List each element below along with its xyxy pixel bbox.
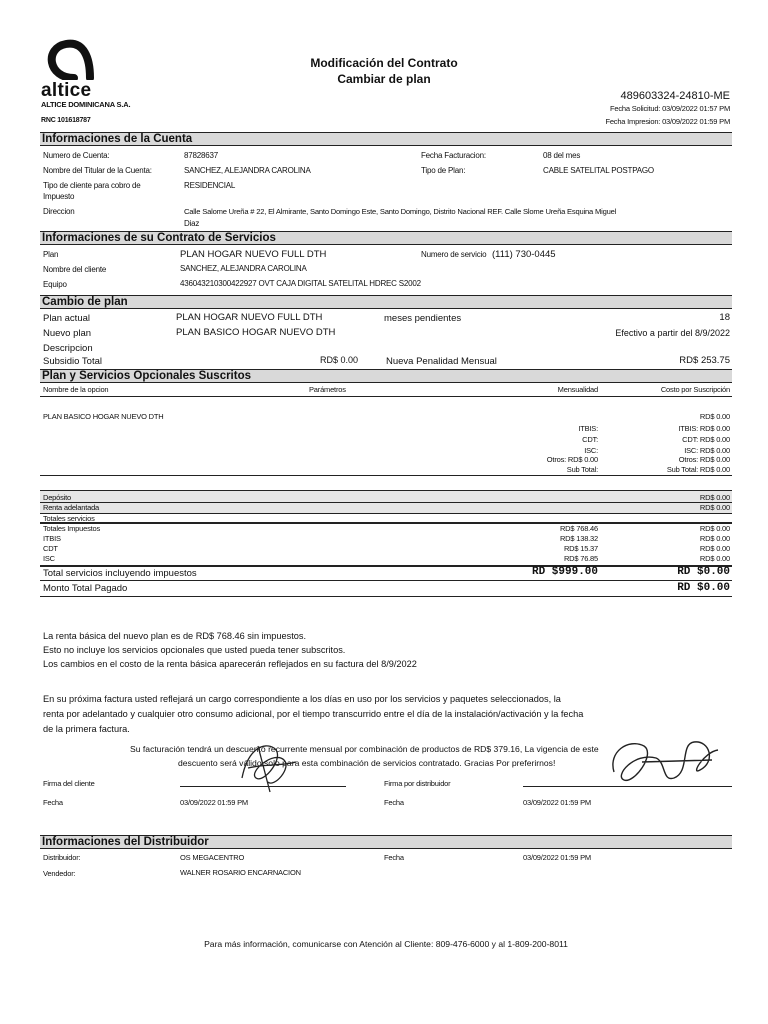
isc-label: ISC: [43, 554, 55, 563]
num-servicio-label: Numero de servicio: [421, 250, 487, 259]
distribuidor-value: OS MEGACENTRO: [180, 853, 245, 862]
totales-impuestos-right: RD$ 0.00: [699, 524, 730, 533]
num-servicio-value: (111) 730-0445: [492, 249, 556, 260]
subsidio-value: RD$ 0.00: [319, 355, 358, 365]
equipo-label: Equipo: [43, 280, 67, 289]
logo-text: altice: [41, 80, 92, 101]
note-cambios-costo: Los cambios en el costo de la renta básica aparecerán reflejados en su factura del 8/9/2022: [43, 659, 417, 669]
efectivo-date: Efectivo a partir del 8/9/2022: [615, 328, 730, 338]
servicios-header-rule: [40, 396, 732, 397]
service-mid-otros: Otros: RD$ 0.00: [546, 455, 598, 464]
service-mid-isc: ISC:: [584, 446, 598, 455]
service-item-costo: RD$ 0.00: [699, 412, 730, 421]
note-proxima-factura-2: renta por adelantado y cualquier otro consumo adicional, por el tiempo transcurrido entre el día de la instalación/activación y la fecha: [43, 709, 584, 719]
plan-actual-label: Plan actual: [43, 313, 91, 324]
service-mid-itbis: ITBIS:: [578, 424, 598, 433]
footer-contact: Para más información, comunicarse con Atención al Cliente: 809-476-6000 y al 1-809-200-8011: [204, 939, 568, 949]
col-parametros: Parámetros: [309, 385, 346, 394]
nuevo-plan-value: PLAN BASICO HOGAR NUEVO DTH: [176, 327, 336, 338]
distribuidor-fecha-value: 03/09/2022 01:59 PM: [523, 853, 591, 862]
firma-distribuidor-label: Firma por distribuidor: [384, 779, 451, 788]
equipo-value: 436043210300422927 OVT CAJA DIGITAL SATELITAL HDREC S2002: [180, 279, 421, 288]
itbis-mid: RD$ 138.32: [559, 534, 598, 543]
nombre-cliente-label: Nombre del cliente: [43, 265, 107, 274]
distribuidor-fecha-label: Fecha: [384, 853, 404, 862]
fecha-facturacion-label: Fecha Facturacion:: [421, 151, 486, 160]
page-subtitle: Cambiar de plan: [337, 72, 431, 86]
tipo-cliente-label-1: Tipo de cliente para cobro de: [43, 181, 141, 190]
altice-logo-icon: [40, 38, 102, 80]
company-name: ALTICE DOMINICANA S.A.: [41, 100, 131, 109]
totales-rule-1: [40, 502, 732, 503]
vendedor-value: WALNER ROSARIO ENCARNACION: [180, 868, 301, 877]
penalidad-value: RD$ 253.75: [679, 355, 730, 366]
firma-cliente-line: [180, 786, 346, 787]
totales-bottom-rule: [40, 596, 732, 597]
service-item-name: PLAN BASICO HOGAR NUEVO DTH: [43, 412, 164, 421]
totales-rule-3: [40, 522, 732, 524]
direccion-label: Direccion: [43, 207, 75, 216]
service-right-cdt: CDT: RD$ 0.00: [682, 435, 730, 444]
fecha-distribuidor-value: 03/09/2022 01:59 PM: [523, 798, 591, 807]
vendedor-label: Vendedor:: [43, 869, 76, 878]
plan-label: Plan: [43, 250, 59, 259]
col-costo: Costo por Suscripción: [660, 385, 730, 394]
fecha-cliente-label: Fecha: [43, 798, 63, 807]
titular-label: Nombre del Titular de la Cuenta:: [43, 166, 152, 175]
fecha-cliente-value: 03/09/2022 01:59 PM: [180, 798, 248, 807]
plan-actual-value: PLAN HOGAR NUEVO FULL DTH: [176, 312, 323, 323]
note-descuento-1: Su facturación tendrá un descuento recurrente mensual por combinación de productos de RD$ 379.16, La vigencia de este: [130, 744, 599, 754]
deposito-label: Depósito: [43, 493, 72, 502]
totales-impuestos-label: Totales Impuestos: [43, 524, 101, 533]
nombre-cliente-value: SANCHEZ, ALEJANDRA CAROLINA: [180, 264, 307, 273]
penalidad-label: Nueva Penalidad Mensual: [386, 356, 497, 367]
isc-mid: RD$ 76.85: [563, 554, 598, 563]
service-right-isc: ISC: RD$ 0.00: [684, 446, 730, 455]
direccion-value-1: Calle Salome Ureña # 22, El Almirante, Santo Domingo Este, Santo Domingo, Distrito Nacional REF. Calle Slome Ureña Esquina Miguel: [184, 207, 617, 216]
deposito-value: RD$ 0.00: [699, 493, 730, 502]
totales-rule-4: [40, 565, 732, 567]
total-servicios-right: RD $0.00: [677, 566, 730, 578]
fecha-impresion: Fecha Impresion: 03/09/2022 01:59 PM: [605, 117, 730, 126]
meses-label: meses pendientes: [384, 313, 462, 324]
tipo-cliente-label-2: Impuesto: [43, 192, 75, 201]
tipo-plan-value: CABLE SATELITAL POSTPAGO: [543, 166, 654, 175]
service-right-itbis: ITBIS: RD$ 0.00: [678, 424, 730, 433]
fecha-facturacion-value: 08 del mes: [543, 151, 581, 160]
totales-servicios-label: Totales servicios: [43, 514, 95, 523]
direccion-value-2: Diaz: [184, 219, 200, 228]
note-proxima-factura-1: En su próxima factura usted reflejará un cargo correspondiente a los días en uso por los servicios y paquetes seleccionados, la: [43, 694, 561, 704]
plan-value: PLAN HOGAR NUEVO FULL DTH: [180, 249, 327, 260]
monto-pagado-right: RD $0.00: [677, 582, 730, 594]
descripcion-label: Descripcion: [43, 343, 93, 354]
service-right-subtotal: Sub Total: RD$ 0.00: [666, 465, 730, 474]
num-cuenta-value: 87828637: [184, 151, 218, 160]
itbis-right: RD$ 0.00: [699, 534, 730, 543]
note-descuento-2: descuento será válido solo para esta combinación de servicios contratado. Gracias Por preferirnos!: [178, 758, 556, 768]
doc-number: 489603324-24810-ME: [620, 90, 730, 102]
distributor-signature-icon: [604, 732, 724, 794]
service-mid-subtotal: Sub Total:: [566, 465, 598, 474]
firma-cliente-label: Firma del cliente: [43, 779, 95, 788]
section-distribuidor-heading: Informaciones del Distribuidor: [40, 835, 732, 849]
servicios-bottom-rule: [40, 475, 732, 476]
isc-right: RD$ 0.00: [699, 554, 730, 563]
cdt-right: RD$ 0.00: [699, 544, 730, 553]
itbis-label: ITBIS: [43, 534, 61, 543]
renta-value: RD$ 0.00: [699, 503, 730, 512]
section-cambio-heading: Cambio de plan: [40, 295, 732, 309]
page-title: Modificación del Contrato: [310, 56, 458, 70]
meses-value: 18: [719, 312, 730, 323]
distribuidor-label: Distribuidor:: [43, 853, 81, 862]
note-renta-basica: La renta básica del nuevo plan es de RD$ 768.46 sin impuestos.: [43, 631, 307, 641]
tipo-cliente-value: RESIDENCIAL: [184, 181, 236, 190]
monto-pagado-label: Monto Total Pagado: [43, 583, 128, 594]
col-nombre-opcion: Nombre de la opcion: [43, 385, 109, 394]
totales-impuestos-mid: RD$ 768.46: [559, 524, 598, 533]
section-cuenta-heading: Informaciones de la Cuenta: [40, 132, 732, 146]
note-opcionales: Esto no incluye los servicios opcionales que usted pueda tener subscritos.: [43, 645, 346, 655]
client-signature-icon: [234, 738, 304, 796]
renta-label: Renta adelantada: [43, 503, 100, 512]
total-servicios-mid: RD $999.00: [531, 566, 598, 578]
subsidio-label: Subsidio Total: [43, 356, 102, 367]
firma-distribuidor-line: [523, 786, 732, 787]
titular-value: SANCHEZ, ALEJANDRA CAROLINA: [184, 166, 311, 175]
note-proxima-factura-3: de la primera factura.: [43, 724, 130, 734]
fecha-solicitud: Fecha Solicitud: 03/09/2022 01:57 PM: [610, 104, 730, 113]
totales-rule-2: [40, 513, 732, 514]
nuevo-plan-label: Nuevo plan: [43, 328, 92, 339]
service-right-otros: Otros: RD$ 0.00: [678, 455, 730, 464]
totales-rule-5: [40, 580, 732, 581]
cdt-mid: RD$ 15.37: [563, 544, 598, 553]
section-contrato-heading: Informaciones de su Contrato de Servicios: [40, 231, 732, 245]
col-mensualidad: Mensualidad: [557, 385, 598, 394]
fecha-distribuidor-label: Fecha: [384, 798, 404, 807]
company-rnc: RNC 101618787: [41, 117, 91, 124]
service-mid-cdt: CDT:: [582, 435, 598, 444]
tipo-plan-label: Tipo de Plan:: [421, 166, 466, 175]
total-servicios-label: Total servicios incluyendo impuestos: [43, 568, 197, 579]
num-cuenta-label: Numero de Cuenta:: [43, 151, 110, 160]
cdt-label: CDT: [43, 544, 58, 553]
section-servicios-heading: Plan y Servicios Opcionales Suscritos: [40, 369, 732, 383]
